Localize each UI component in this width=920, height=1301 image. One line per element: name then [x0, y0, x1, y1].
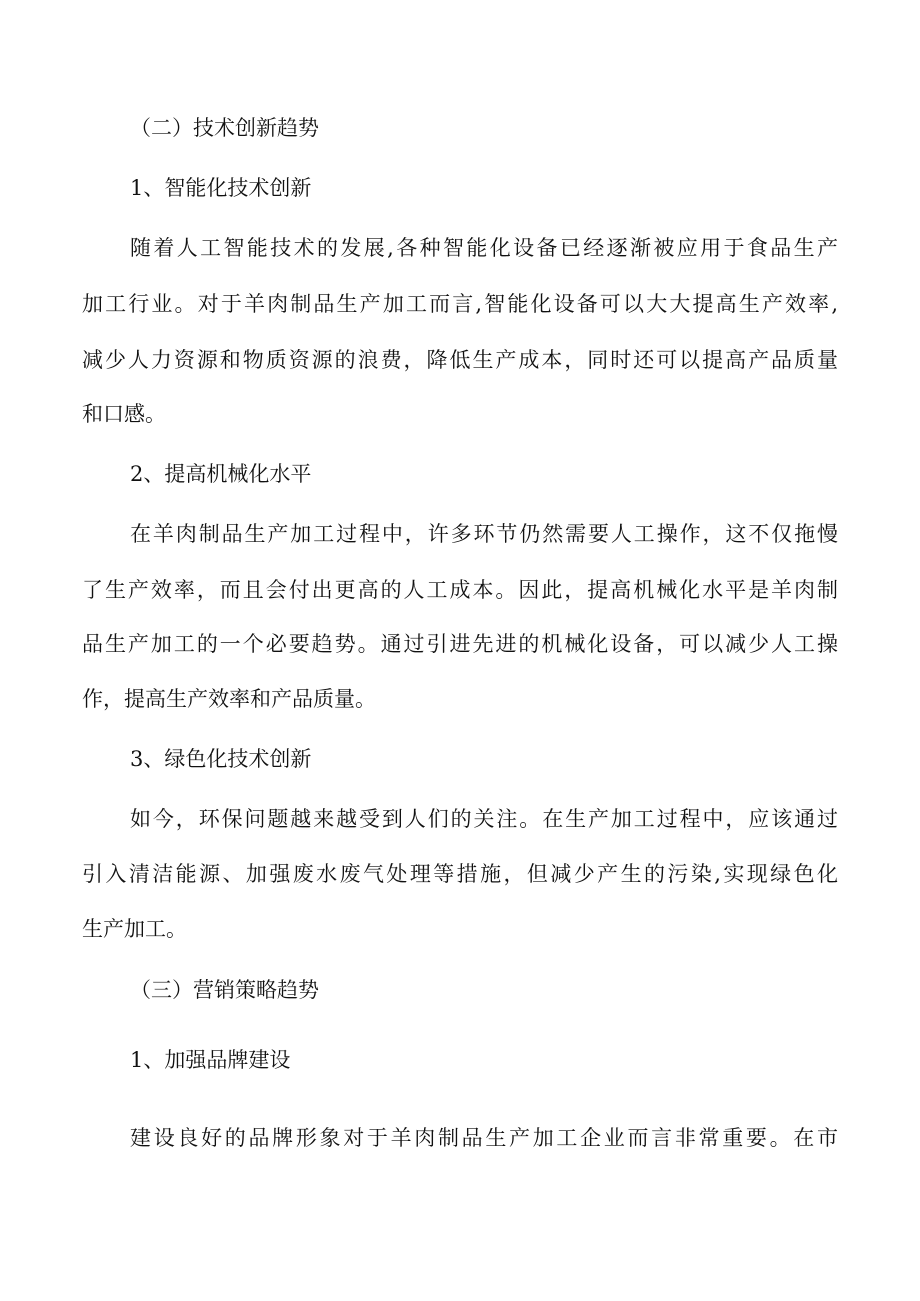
paragraph-line: 品生产加工的一个必要趋势。通过引进先进的机械化设备，可以减少人工操	[82, 632, 838, 656]
paragraph-line: 如今，环保问题越来越受到人们的关注。在生产加工过程中，应该通过	[130, 807, 838, 831]
paragraph-line: 生产加工。	[82, 917, 187, 941]
section-heading-tech-innovation: （二）技术创新趋势	[130, 116, 319, 140]
paragraph-line: 随着人工智能技术的发展,各种智能化设备已经逐渐被应用于食品生产	[130, 236, 838, 260]
subheading-intelligent-tech: 1、智能化技术创新	[130, 176, 312, 200]
paragraph-line: 作，提高生产效率和产品质量。	[82, 687, 376, 711]
paragraph-line: 建设良好的品牌形象对于羊肉制品生产加工企业而言非常重要。在市	[130, 1126, 838, 1150]
paragraph-line: 和口感。	[82, 402, 166, 426]
paragraph-line: 在羊肉制品生产加工过程中，许多环节仍然需要人工操作，这不仅拖慢	[130, 522, 838, 546]
paragraph-line: 加工行业。对于羊肉制品生产加工而言,智能化设备可以大大提高生产效率,	[82, 292, 838, 316]
subheading-mechanization: 2、提高机械化水平	[130, 462, 312, 486]
paragraph-line: 减少人力资源和物质资源的浪费，降低生产成本，同时还可以提高产品质量	[82, 348, 838, 372]
paragraph-line: 引入清洁能源、加强废水废气处理等措施，但减少产生的污染,实现绿色化	[82, 862, 838, 886]
subheading-green-tech: 3、绿色化技术创新	[130, 747, 312, 771]
paragraph-line: 了生产效率，而且会付出更高的人工成本。因此，提高机械化水平是羊肉制	[82, 578, 838, 602]
section-heading-marketing: （三）营销策略趋势	[130, 978, 319, 1002]
subheading-brand-building: 1、加强品牌建设	[130, 1048, 291, 1072]
